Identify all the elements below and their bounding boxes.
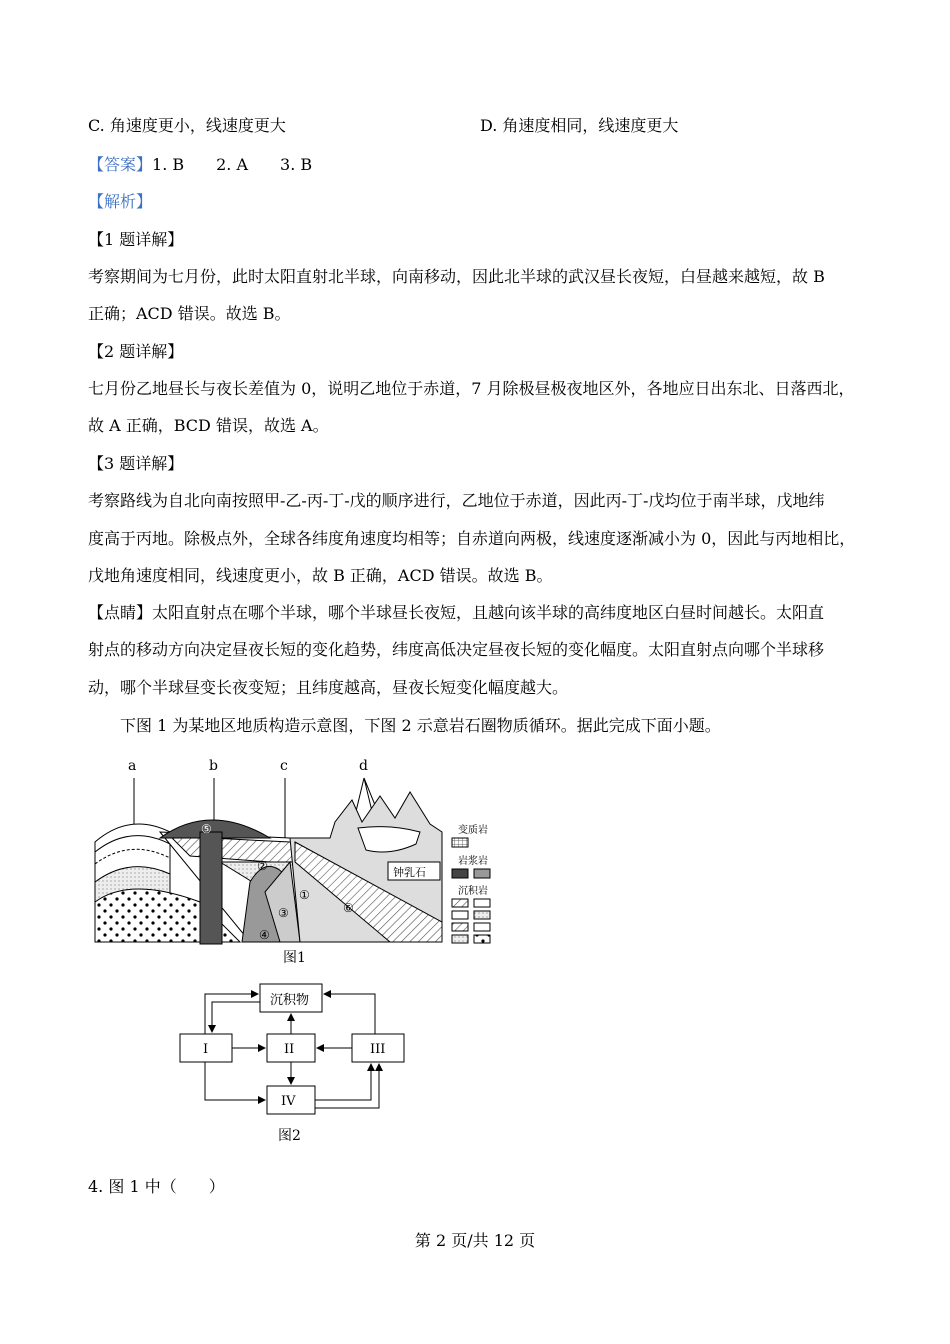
num-6: ⑥ xyxy=(343,901,354,915)
intro-text: 下图 1 为某地区地质构造示意图，下图 2 示意岩石圈物质循环。据此完成下面小题。 xyxy=(120,716,721,735)
label-c: c xyxy=(280,758,288,774)
q1-line-2: 正确；ACD 错误。故选 B。 xyxy=(88,304,291,323)
q2-title: 【2 题详解】 xyxy=(88,342,184,361)
figure-2-caption: 图2 xyxy=(278,1128,301,1144)
box-IV: IV xyxy=(281,1094,296,1109)
num-4: ④ xyxy=(259,928,270,942)
figure-1-geology-diagram xyxy=(90,752,510,967)
num-2: ② xyxy=(257,859,268,873)
q1-line-1: 考察期间为七月份，此时太阳直射北半球，向南移动，因此北半球的武汉昼长夜短，白昼越来越短，故 B xyxy=(88,267,825,286)
box-III: III xyxy=(370,1042,386,1057)
option-d: D. 角速度相同，线速度更大 xyxy=(480,116,679,135)
analysis-tag: 【解析】 xyxy=(88,192,153,211)
q2-line-1: 七月份乙地昼长与夜长差值为 0，说明乙地位于赤道，7 月除极昼极夜地区外，各地应日出东北、日落西北， xyxy=(88,379,855,398)
num-3: ③ xyxy=(278,906,289,920)
num-1: ① xyxy=(299,888,310,902)
label-a: a xyxy=(128,758,137,774)
q2-line-2: 故 A 正确，BCD 错误，故选 A。 xyxy=(88,416,329,435)
label-d: d xyxy=(359,758,368,774)
legend-igneous: 岩浆岩 xyxy=(458,856,488,867)
box-sediment: 沉积物 xyxy=(270,993,310,1008)
tip-line-3: 动，哪个半球昼变长夜变短；且纬度越高，昼夜长短变化幅度越大。 xyxy=(88,678,569,697)
box-I: I xyxy=(203,1042,209,1057)
tip-line-2: 射点的移动方向决定昼夜长短的变化趋势，纬度高低决定昼夜长短的变化幅度。太阳直射点向哪个半球移 xyxy=(88,640,825,659)
tip-tag: 【点睛】 xyxy=(88,603,153,622)
legend-sedimentary: 沉积岩 xyxy=(458,886,488,897)
answer-3: 3. B xyxy=(280,155,313,174)
cave-label: 钟乳石 xyxy=(393,866,426,879)
option-c: C. 角速度更小，线速度更大 xyxy=(88,116,286,135)
legend-metamorphic: 变质岩 xyxy=(458,825,488,836)
figure-2-rock-cycle xyxy=(175,982,415,1150)
answer-2: 2. A xyxy=(216,155,249,174)
tip-line-1: 【点睛】太阳直射点在哪个半球，哪个半球昼长夜短，且越向该半球的高纬度地区白昼时间越长。太阳直 xyxy=(88,603,825,622)
q3-line-3: 戊地角速度相同，线速度更小，故 B 正确，ACD 错误。故选 B。 xyxy=(88,566,553,585)
page-footer: 第 2 页/共 12 页 xyxy=(414,1231,536,1250)
label-b: b xyxy=(209,758,218,774)
box-II: II xyxy=(284,1042,295,1057)
q3-line-2: 度高于丙地。除极点外，全球各纬度角速度均相等；自赤道向两极，线速度逐渐减小为 0，因此与丙地相比， xyxy=(88,529,856,548)
figure-1-caption: 图1 xyxy=(283,950,306,966)
answer-line xyxy=(88,154,312,176)
num-5: ⑤ xyxy=(201,822,212,836)
q1-title: 【1 题详解】 xyxy=(88,230,184,249)
question-4: 4. 图 1 中（ ） xyxy=(88,1177,225,1196)
q3-line-1: 考察路线为自北向南按照甲-乙-丙-丁-戊的顺序进行，乙地位于赤道，因此丙-丁-戊均位于南半球，戊地纬 xyxy=(88,491,825,510)
answer-tag: 【答案】 xyxy=(88,155,153,174)
answer-1: 1. B xyxy=(152,155,185,174)
q3-title: 【3 题详解】 xyxy=(88,454,184,473)
